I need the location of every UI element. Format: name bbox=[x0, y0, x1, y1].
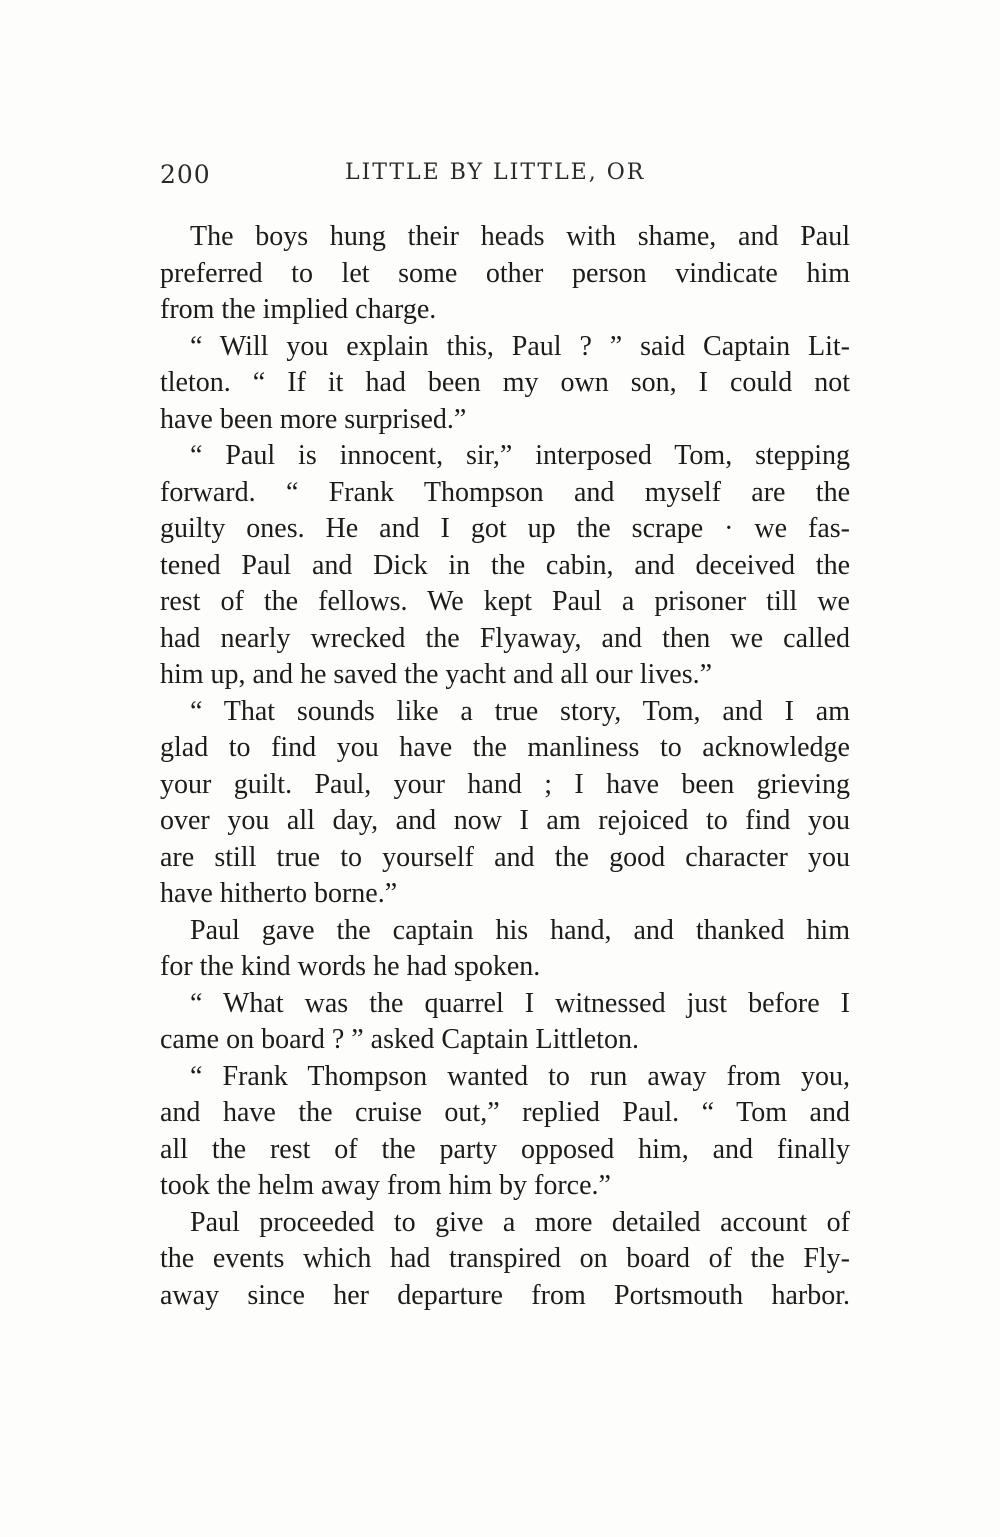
text-line: all the rest of the party opposed him, and finally bbox=[160, 1133, 850, 1165]
text-line: guilty ones. He and I got up the scrape · we fas- bbox=[160, 513, 850, 544]
text-line: over you all day, and now I am rejoiced to find you bbox=[160, 805, 850, 836]
running-head bbox=[160, 160, 850, 200]
text-line: away since her departure from Portsmouth harbor. bbox=[160, 1279, 850, 1311]
text-line: “ Will you explain this, Paul ? ” said Captain Lit- bbox=[190, 330, 850, 362]
text-line: tened Paul and Dick in the cabin, and deceived the bbox=[160, 549, 850, 581]
text-line: have been more surprised.” bbox=[160, 403, 467, 435]
text-line: the events which had transpired on board of the Fly- bbox=[160, 1243, 850, 1274]
text-line: had nearly wrecked the Flyaway, and then we called bbox=[160, 622, 850, 654]
text-line: from the implied charge. bbox=[160, 294, 437, 325]
text-line: took the helm away from him by force.” bbox=[160, 1170, 611, 1201]
text-line: have hitherto borne.” bbox=[160, 878, 398, 909]
text-line: rest of the fellows. We kept Paul a prisoner till we bbox=[160, 586, 850, 617]
text-line: Paul gave the captain his hand, and thanked him bbox=[190, 914, 850, 946]
text-line: glad to find you have the manliness to acknowledge bbox=[160, 732, 850, 763]
text-line: your guilt. Paul, your hand ; I have been grieving bbox=[160, 768, 850, 800]
text-line: “ Paul is innocent, sir,” interposed Tom, stepping bbox=[190, 440, 850, 471]
text-line: for the kind words he had spoken. bbox=[160, 951, 541, 982]
running-title: LITTLE BY LITTLE, OR bbox=[345, 160, 646, 185]
text-line: tleton. “ If it had been my own son, I could not bbox=[160, 367, 850, 398]
text-line: “ Frank Thompson wanted to run away from you, bbox=[190, 1060, 850, 1092]
text-line: “ That sounds like a true story, Tom, and I am bbox=[190, 695, 850, 727]
text-line: are still true to yourself and the good character you bbox=[160, 841, 850, 873]
text-line: “ What was the quarrel I witnessed just before I bbox=[190, 987, 850, 1019]
text-line: and have the cruise out,” replied Paul. “ Tom and bbox=[160, 1097, 850, 1128]
text-line: preferred to let some other person vindicate him bbox=[160, 257, 850, 289]
page-number: 200 bbox=[160, 160, 211, 189]
text-line: forward. “ Frank Thompson and myself are the bbox=[160, 476, 850, 508]
text-line: Paul proceeded to give a more detailed account of bbox=[190, 1206, 850, 1238]
text-line: came on board ? ” asked Captain Littleton. bbox=[160, 1024, 639, 1055]
body-text bbox=[160, 219, 850, 1314]
text-line: him up, and he saved the yacht and all our lives.” bbox=[160, 659, 713, 690]
text-line: The boys hung their heads with shame, and Paul bbox=[190, 221, 850, 252]
